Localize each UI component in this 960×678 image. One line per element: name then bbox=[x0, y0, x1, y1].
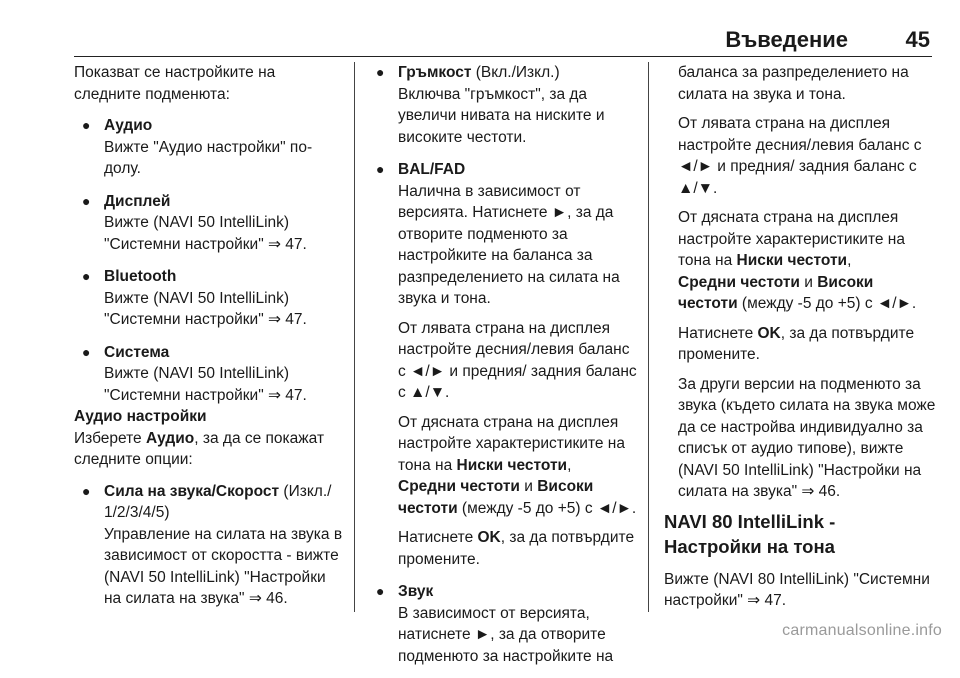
sound-continued bbox=[664, 62, 936, 503]
text-run: и bbox=[799, 273, 818, 291]
item-text: В зависимост от версията, натиснете ►, за да отворите подменюто за настройките на bbox=[398, 604, 614, 665]
column-divider-1 bbox=[354, 62, 355, 612]
page-title: Въведение bbox=[725, 27, 848, 52]
item-text: Управление на силата на звука в зависимост от скоростта - вижте (NAVI 50 IntelliLink) "Настройки на силата на звука" ⇒ 46. bbox=[104, 525, 343, 607]
bold-term: Високи честоти bbox=[678, 273, 874, 312]
section-title-audio-settings: Аудио настройки bbox=[74, 408, 207, 425]
continued-text: баланса за разпределението на силата на звука и тона. bbox=[678, 64, 909, 103]
section-title-navi80-tone: NAVI 80 IntelliLink - Настройки на тона bbox=[664, 510, 836, 557]
item-title: Аудио bbox=[104, 117, 153, 134]
item-text: Вижте (NAVI 50 IntelliLink) "Системни настройки" ⇒ 47. bbox=[104, 289, 307, 328]
column-2 bbox=[368, 62, 640, 678]
select-text bbox=[74, 428, 346, 471]
list-item-bal-fad bbox=[368, 159, 640, 570]
item-heading bbox=[398, 62, 640, 84]
text-run: От дясната страна на дисплея настройте характеристиките на тона на bbox=[678, 209, 905, 269]
text-run: , за да се покажат следните опции: bbox=[74, 429, 325, 468]
right-side-text bbox=[678, 207, 936, 315]
page-number: 45 bbox=[905, 27, 930, 52]
item-title: Звук bbox=[398, 583, 434, 600]
bold-term: Средни честоти bbox=[678, 273, 800, 291]
other-versions-text: За други версии на подменюто за звука (където силата на звука може да се настройва индивидуално за списък от аудио типове), вижте (NAVI 50 IntelliLink) "Настройки на силата на звука" ⇒ 46. bbox=[678, 375, 936, 500]
confirm-text bbox=[398, 527, 640, 570]
item-title: BAL/FAD bbox=[398, 161, 466, 178]
bold-term: OK bbox=[757, 324, 781, 342]
text-run: , за да потвърдите промените. bbox=[398, 529, 635, 568]
bullet: ● bbox=[376, 583, 385, 599]
item-options: (Вкл./Изкл.) bbox=[471, 64, 560, 81]
text-run: Натиснете bbox=[398, 529, 478, 546]
bold-term: Средни честоти bbox=[398, 478, 520, 495]
item-text: Вижте (NAVI 50 IntelliLink) "Системни настройки" ⇒ 47. bbox=[104, 214, 307, 253]
item-title: Система bbox=[104, 343, 170, 361]
list-item-loudness bbox=[368, 62, 640, 148]
bold-term: Високи честоти bbox=[398, 478, 594, 517]
navi80-see-text: Вижте (NAVI 80 IntelliLink) "Системни настройки" ⇒ 47. bbox=[664, 570, 930, 609]
item-title: Дисплей bbox=[104, 192, 171, 210]
bullet: ● bbox=[376, 161, 385, 177]
text-run: (между -5 до +5) с ◄/►. bbox=[737, 295, 917, 312]
list-item-display bbox=[74, 191, 346, 256]
page-header bbox=[0, 0, 960, 54]
text-run: , за да потвърдите промените. bbox=[678, 324, 915, 363]
bold-term: Ниски честоти bbox=[736, 252, 848, 269]
item-heading bbox=[104, 481, 346, 524]
text-run: , bbox=[847, 252, 852, 269]
bullet: ● bbox=[82, 117, 91, 133]
bullet: ● bbox=[82, 192, 91, 209]
text-run: и bbox=[519, 478, 538, 495]
bold-term: Аудио bbox=[145, 429, 195, 447]
header-divider bbox=[74, 56, 932, 57]
item-title: Сила на звука/Скорост bbox=[104, 482, 280, 500]
text-run: Натиснете bbox=[678, 324, 758, 342]
item-options: (Изкл./ 1/2/3/4/5) bbox=[104, 482, 332, 521]
column-1 bbox=[74, 62, 346, 621]
text-run: (между -5 до +5) с ◄/►. bbox=[457, 499, 637, 517]
intro-text: Показват се настройките на следните подменюта: bbox=[74, 64, 276, 103]
item-title: Bluetooth bbox=[104, 268, 177, 285]
list-item-bluetooth bbox=[74, 266, 346, 331]
left-side-text: От лявата страна на дисплея настройте десния/левия баланс с ◄/► и предния/ задния баланс с ▲/▼. bbox=[678, 115, 922, 197]
bullet: ● bbox=[376, 64, 385, 80]
column-3 bbox=[664, 62, 936, 622]
item-text: Вижте (NAVI 50 IntelliLink) "Системни настройки" ⇒ 47. bbox=[104, 365, 307, 404]
item-title: Гръмкост bbox=[398, 64, 472, 81]
text-run: От дясната страна на дисплея настройте характеристиките на тона на bbox=[398, 413, 625, 474]
item-text: Включва "гръмкост", за да увеличи нивата на ниските и високите честоти. bbox=[398, 85, 605, 146]
item-text: Налична в зависимост от версията. Натиснете ►, за да отворите подменюто за настройките на баланса за разпределението на силата на звука и тона. bbox=[398, 182, 620, 307]
bold-term: Ниски честоти bbox=[456, 456, 568, 474]
list-item-speed-volume bbox=[74, 481, 346, 610]
bullet: ● bbox=[82, 343, 91, 360]
left-side-text: От лявата страна на дисплея настройте десния/левия баланс с ◄/► и предния/ задния баланс с ▲/▼. bbox=[398, 319, 637, 401]
confirm-text bbox=[678, 323, 936, 366]
column-divider-2 bbox=[648, 62, 649, 612]
text-run: Изберете bbox=[74, 429, 146, 447]
item-text: Вижте "Аудио настройки" по-долу. bbox=[104, 138, 313, 177]
right-side-text: От дясната страна на дисплея настройте характеристиките на тона на Ниски честоти, Средни честоти и Високи честоти (между -5 до +5) с ◄/►. bbox=[398, 413, 637, 517]
bullet: ● bbox=[82, 482, 91, 499]
bullet: ● bbox=[82, 268, 91, 284]
watermark: carmanualsonline.info bbox=[782, 622, 942, 639]
bold-term: OK bbox=[477, 529, 501, 546]
list-item-system bbox=[74, 342, 346, 407]
list-item-sound bbox=[368, 581, 640, 667]
list-item-audio bbox=[74, 115, 346, 180]
